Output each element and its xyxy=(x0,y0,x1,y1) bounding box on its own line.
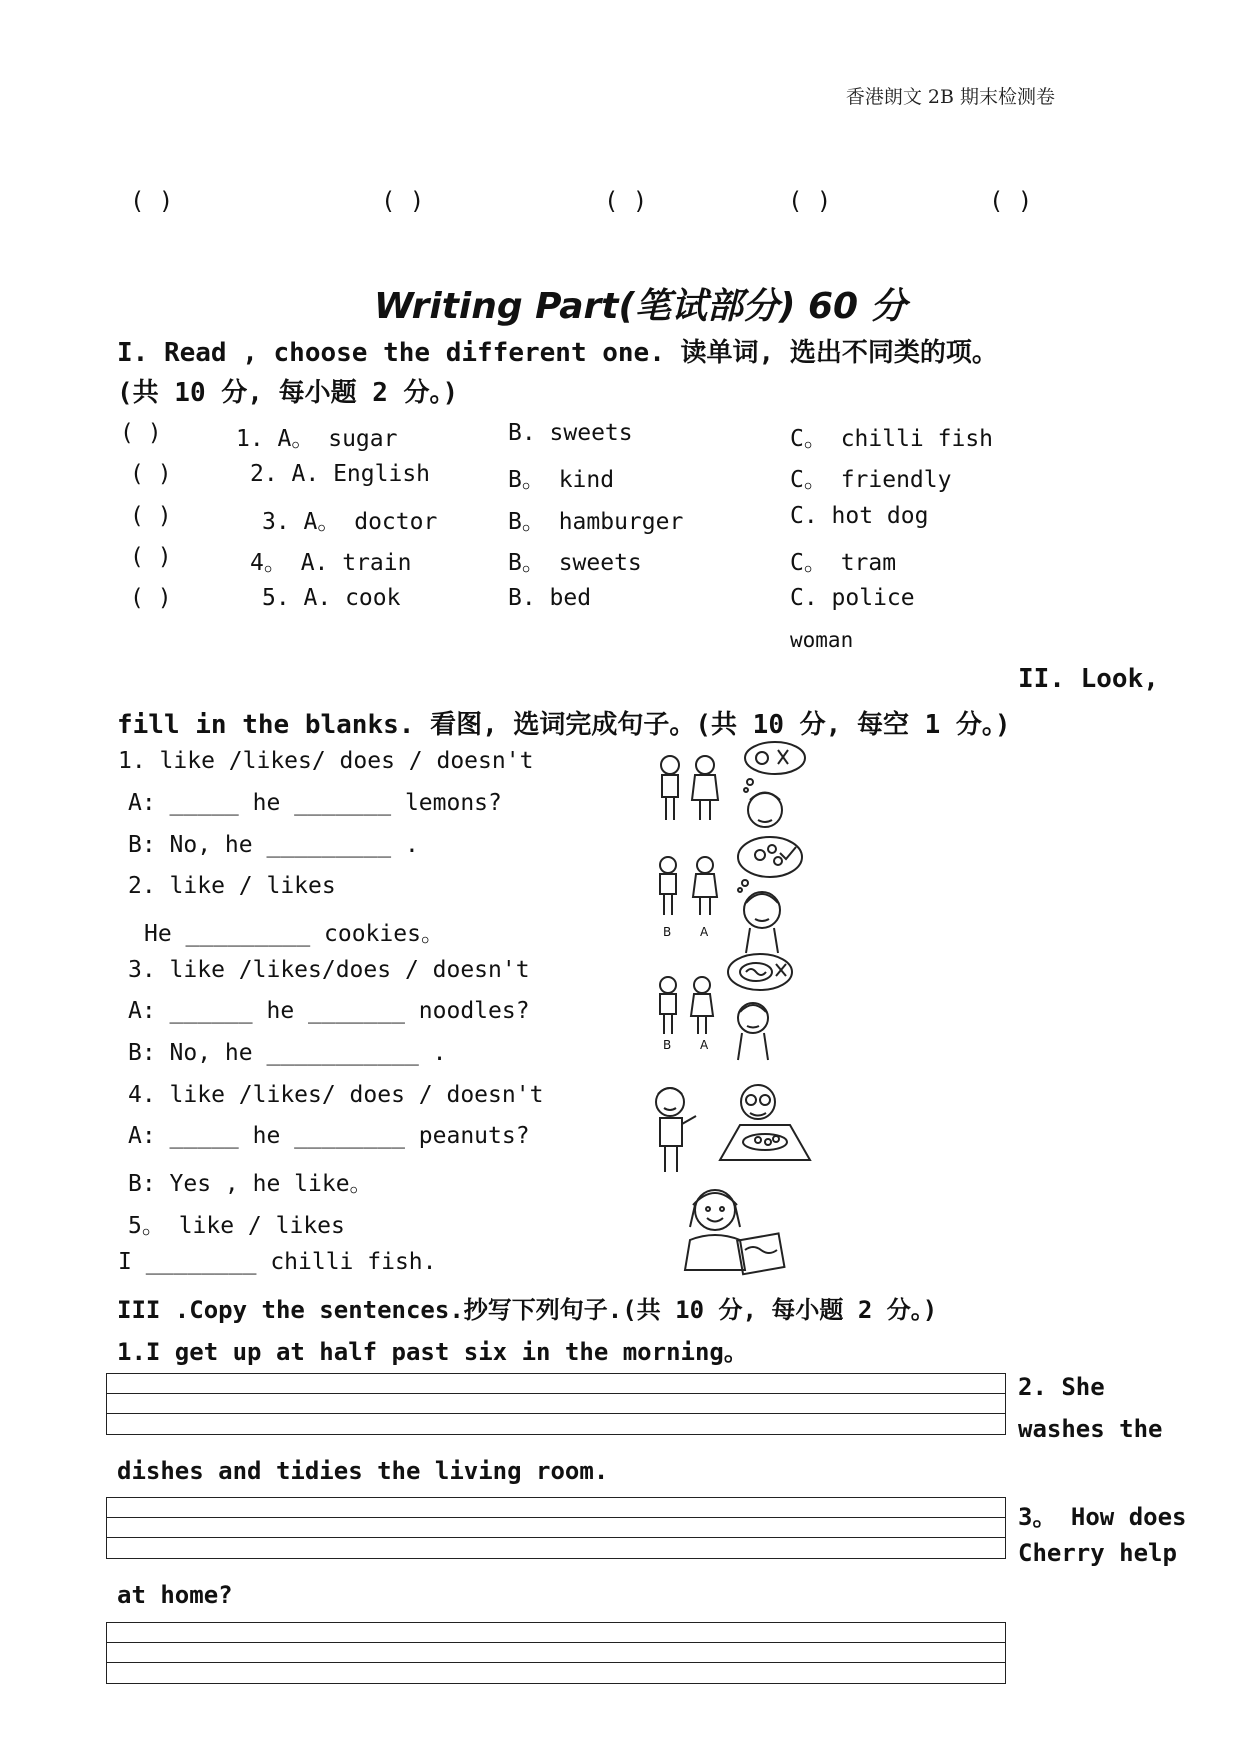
fill-line: B: No, he _________ . xyxy=(128,832,419,858)
copy-q3-part2: Cherry help xyxy=(1018,1539,1177,1567)
q3-paren: ( ) xyxy=(130,503,172,529)
fill-line: He _________ cookies。 xyxy=(144,921,444,947)
fill-line: A: _____ he _______ lemons? xyxy=(128,790,502,816)
q3-option-a: 3. A。 doctor xyxy=(262,509,438,535)
section3-heading: III .Copy the sentences.抄写下列句子.(共 10 分, 每小题 2 分。) xyxy=(117,1296,938,1324)
answer-paren: ( ) xyxy=(788,187,832,215)
q4-option-b: B。 sweets xyxy=(508,550,642,576)
q5-option-b: B. bed xyxy=(508,585,592,611)
q1-paren: ( ) xyxy=(120,420,162,446)
fig-label-a: A xyxy=(700,925,709,939)
q3-option-b: B。 hamburger xyxy=(508,509,684,535)
fill-line: 5。 like / likes xyxy=(128,1213,345,1239)
illustration-peanuts xyxy=(640,1080,815,1180)
q5-option-c: C. police xyxy=(790,585,915,611)
fill-line: 1. like /likes/ does / doesn't xyxy=(118,748,534,774)
copy-q2-part1: 2. She xyxy=(1018,1373,1105,1401)
writing-lines-q1[interactable] xyxy=(106,1373,1006,1435)
section1-heading: I. Read , choose the different one. 读单词, 选出不同类的项。 xyxy=(117,338,998,368)
illustration-noodles xyxy=(650,950,810,1070)
fig-label-a: A xyxy=(700,1038,709,1052)
illustration-cookies xyxy=(650,835,810,955)
copy-q3-part3: at home? xyxy=(117,1581,233,1609)
illustration-lemons xyxy=(650,740,810,840)
fill-line: B: No, he ___________ . xyxy=(128,1040,447,1066)
fill-line: A: _____ he ________ peanuts? xyxy=(128,1123,530,1149)
q5-option-c-cont: woman xyxy=(790,628,854,652)
q1-option-a: 1. A。 sugar xyxy=(236,426,398,452)
fill-line: B: Yes , he like。 xyxy=(128,1171,373,1197)
writing-lines-q2[interactable] xyxy=(106,1497,1006,1559)
q2-option-a: 2. A. English xyxy=(250,461,431,487)
fill-line: 3. like /likes/does / doesn't xyxy=(128,957,530,983)
answer-paren: ( ) xyxy=(381,187,425,215)
section1-subheading: (共 10 分, 每小题 2 分。) xyxy=(117,378,459,408)
answer-paren: ( ) xyxy=(130,187,174,215)
fig-label-b: B xyxy=(663,925,672,939)
section2-number: II. Look, xyxy=(1018,664,1159,694)
q2-paren: ( ) xyxy=(130,461,172,487)
q4-option-a: 4。 A. train xyxy=(250,550,412,576)
q2-option-c: C。 friendly xyxy=(790,467,952,493)
illustration-chilli-fish xyxy=(660,1185,790,1285)
answer-paren: ( ) xyxy=(604,187,648,215)
q2-option-b: B。 kind xyxy=(508,467,615,493)
fill-line: I ________ chilli fish. xyxy=(118,1249,437,1275)
fig-label-b: B xyxy=(663,1038,672,1052)
copy-q2-part3: dishes and tidies the living room. xyxy=(117,1457,609,1485)
q5-paren: ( ) xyxy=(130,585,172,611)
fill-line: 4. like /likes/ does / doesn't xyxy=(128,1082,544,1108)
q4-paren: ( ) xyxy=(130,544,172,570)
answer-paren: ( ) xyxy=(989,187,1033,215)
section2-heading: fill in the blanks. 看图, 选词完成句子。(共 10 分, 每空 1 分。) xyxy=(117,710,1011,740)
q5-option-a: 5. A. cook xyxy=(262,585,401,611)
copy-q2-part2: washes the xyxy=(1018,1415,1163,1443)
writing-lines-q3[interactable] xyxy=(106,1622,1006,1684)
copy-q1: 1.I get up at half past six in the morning。 xyxy=(117,1338,748,1366)
q4-option-c: C。 tram xyxy=(790,550,897,576)
q1-option-b: B. sweets xyxy=(508,420,633,446)
page-header: 香港朗文 2B 期末检测卷 xyxy=(845,86,1055,108)
page-title: Writing Part(笔试部分) 60 分 xyxy=(374,286,907,327)
fill-line: 2. like / likes xyxy=(128,873,336,899)
q3-option-c: C. hot dog xyxy=(790,503,929,529)
fill-line: A: ______ he _______ noodles? xyxy=(128,998,530,1024)
q1-option-c: C。 chilli fish xyxy=(790,426,994,452)
copy-q3-part1: 3。 How does xyxy=(1018,1503,1187,1531)
